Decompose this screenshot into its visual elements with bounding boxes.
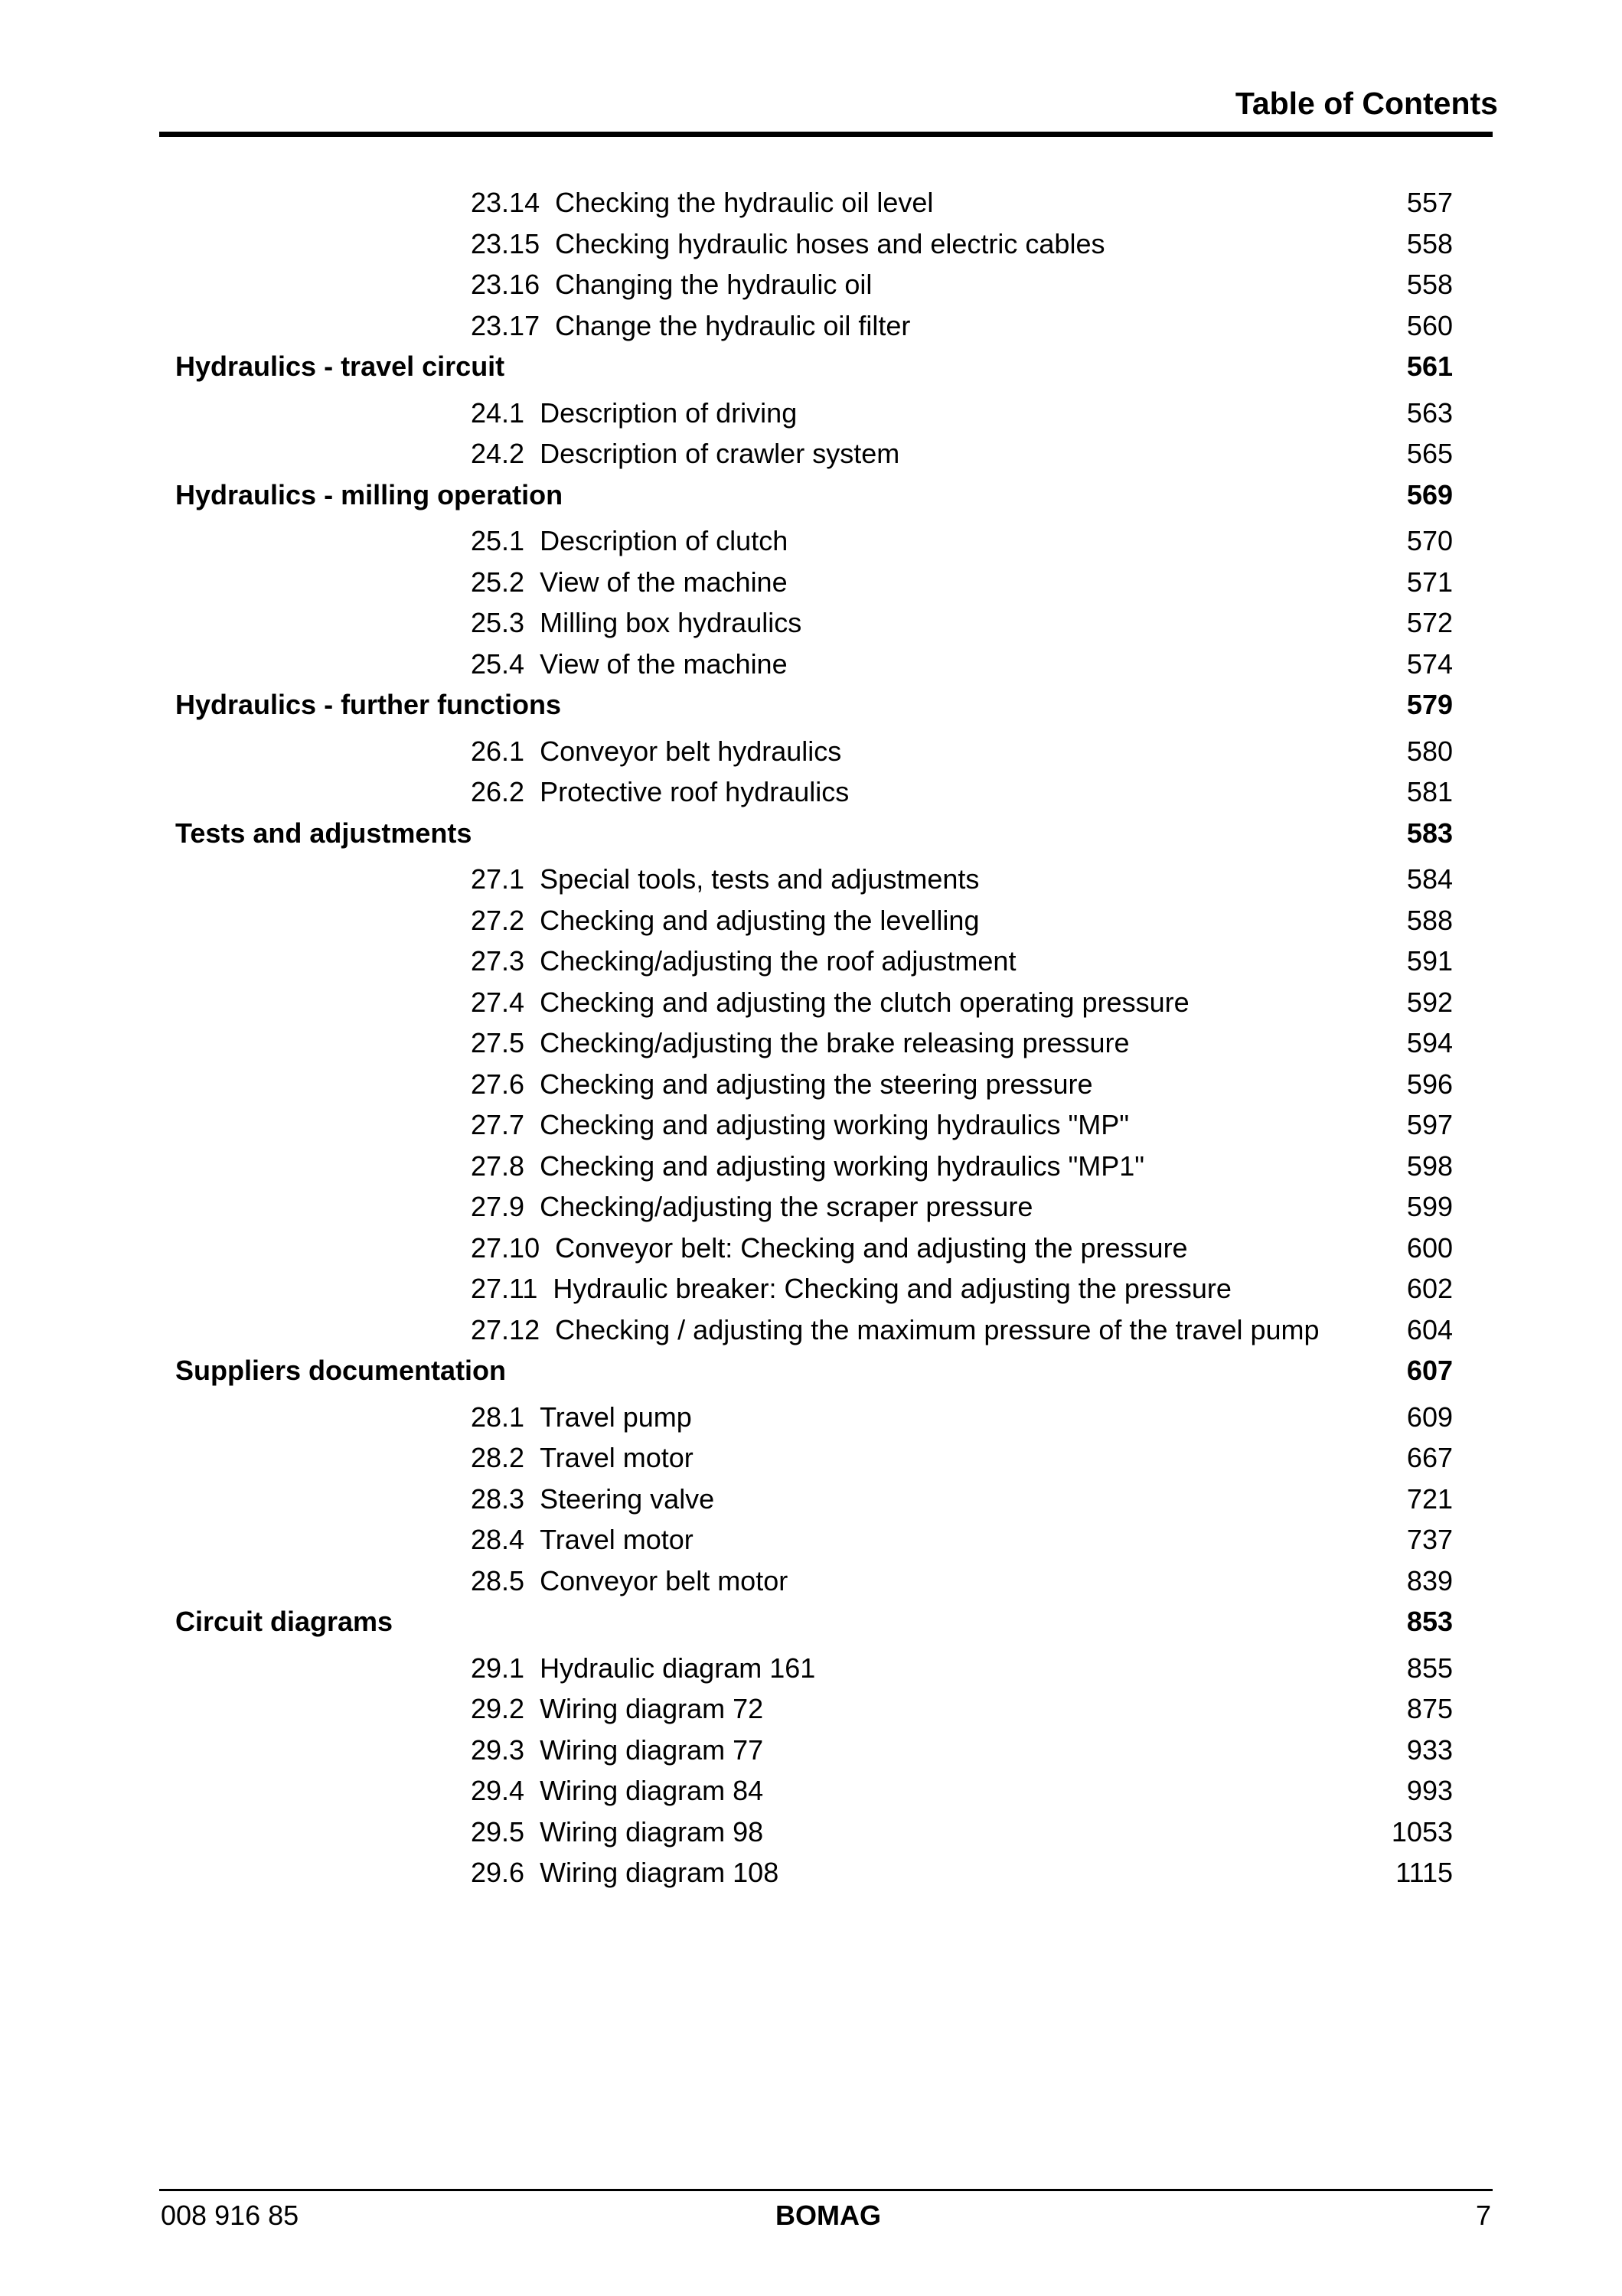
toc-section-row[interactable] [0, 983, 1622, 1022]
toc-page-number: 839 [1406, 1565, 1453, 1596]
toc-section-row[interactable] [0, 1106, 1622, 1144]
toc-section-number: 28.4 [471, 1524, 525, 1555]
toc-section-number: 29.1 [471, 1652, 525, 1684]
toc-section-number: 28.3 [471, 1483, 525, 1515]
toc-section-title: Steering valve [540, 1483, 715, 1515]
toc-section-number: 24.2 [471, 438, 525, 469]
toc-section-number: 29.6 [471, 1857, 525, 1888]
toc-section-number: 28.2 [471, 1442, 525, 1473]
document-number: 008 916 85 [161, 2200, 299, 2231]
toc-section-title: Protective roof hydraulics [540, 776, 850, 807]
toc-page-number: 721 [1406, 1483, 1453, 1515]
toc-section-number: 27.5 [471, 1027, 525, 1058]
toc-page-number: 570 [1406, 525, 1453, 556]
toc-chapter-title: Hydraulics - further functions [175, 689, 562, 720]
toc-section-title: Checking the hydraulic oil level [555, 187, 934, 218]
toc-page-number: 855 [1406, 1652, 1453, 1684]
toc-section-row[interactable] [0, 266, 1622, 304]
toc-chapter-row[interactable] [0, 347, 1622, 386]
toc-page-number: 1115 [1395, 1857, 1453, 1888]
toc-section-row[interactable] [0, 1065, 1622, 1104]
toc-section-row[interactable] [0, 184, 1622, 222]
toc-section-row[interactable] [0, 1521, 1622, 1559]
toc-section-number: 29.2 [471, 1693, 525, 1724]
toc-section-row[interactable] [0, 1024, 1622, 1062]
toc-section-number: 27.1 [471, 863, 525, 895]
toc-section-title: Checking/adjusting the brake releasing pressure [540, 1027, 1130, 1058]
toc-section-title: Checking/adjusting the scraper pressure [540, 1191, 1033, 1222]
toc-section-title: Travel pump [540, 1401, 692, 1433]
toc-page-number: 579 [1406, 689, 1453, 720]
toc-page-number: 584 [1406, 863, 1453, 895]
toc-page-number: 571 [1406, 566, 1453, 598]
toc-section-number: 27.10 [471, 1232, 540, 1264]
brand-name: BOMAG [775, 2200, 881, 2231]
toc-page-number: 604 [1406, 1314, 1453, 1345]
toc-page-number: 933 [1406, 1734, 1453, 1766]
toc-section-row[interactable] [0, 1147, 1622, 1186]
toc-chapter-title: Hydraulics - travel circuit [175, 351, 505, 382]
toc-section-title: View of the machine [540, 566, 788, 598]
toc-page-number: 993 [1406, 1775, 1453, 1806]
toc-page-number: 591 [1406, 945, 1453, 977]
toc-page-number: 597 [1406, 1109, 1453, 1140]
toc-section-title: Wiring diagram 108 [540, 1857, 779, 1888]
toc-section-number: 27.9 [471, 1191, 525, 1222]
toc-page-number: 1053 [1391, 1816, 1453, 1848]
toc-section-title: Conveyor belt motor [540, 1565, 788, 1596]
page-title: Table of Contents [1235, 86, 1498, 121]
toc-section-row[interactable] [0, 435, 1622, 473]
toc-section-number: 27.8 [471, 1150, 525, 1182]
toc-section-number: 26.2 [471, 776, 525, 807]
toc-page-number: 574 [1406, 648, 1453, 680]
toc-section-number: 23.16 [471, 269, 540, 300]
toc-section-number: 23.14 [471, 187, 540, 218]
toc-section-row[interactable] [0, 1480, 1622, 1518]
toc-section-number: 25.3 [471, 607, 525, 638]
toc-section-title: Checking hydraulic hoses and electric cables [555, 228, 1105, 259]
toc-page-number: 569 [1406, 479, 1453, 510]
toc-section-title: Wiring diagram 77 [540, 1734, 764, 1766]
toc-section-number: 23.17 [471, 310, 540, 341]
toc-page-number: 594 [1406, 1027, 1453, 1058]
toc-section-title: Description of clutch [540, 525, 788, 556]
toc-section-row[interactable] [0, 1649, 1622, 1688]
toc-section-title: Conveyor belt hydraulics [540, 735, 842, 767]
toc-section-title: Special tools, tests and adjustments [540, 863, 980, 895]
toc-page-number: 600 [1406, 1232, 1453, 1264]
toc-section-title: Changing the hydraulic oil [555, 269, 873, 300]
toc-page-number: 581 [1406, 776, 1453, 807]
toc-section-row[interactable] [0, 1398, 1622, 1437]
toc-section-row[interactable] [0, 732, 1622, 771]
toc-chapter-row[interactable] [0, 476, 1622, 514]
toc-section-title: Description of crawler system [540, 438, 900, 469]
toc-section-number: 29.4 [471, 1775, 525, 1806]
toc-section-row[interactable] [0, 902, 1622, 940]
toc-section-row[interactable] [0, 225, 1622, 263]
toc-section-number: 29.3 [471, 1734, 525, 1766]
toc-section-title: Checking and adjusting working hydraulics "MP" [540, 1109, 1130, 1140]
toc-page-number: 875 [1406, 1693, 1453, 1724]
toc-chapter-title: Circuit diagrams [175, 1606, 393, 1637]
toc-page-number: 558 [1406, 228, 1453, 259]
toc-chapter-row[interactable] [0, 814, 1622, 853]
toc-section-number: 29.5 [471, 1816, 525, 1848]
toc-chapter-row[interactable] [0, 1352, 1622, 1390]
toc-page-number: 583 [1406, 817, 1453, 849]
toc-section-row[interactable] [0, 1813, 1622, 1851]
toc-page-number: 557 [1406, 187, 1453, 218]
toc-section-title: Hydraulic diagram 161 [540, 1652, 816, 1684]
toc-page-number: 563 [1406, 397, 1453, 429]
toc-section-title: Description of driving [540, 397, 798, 429]
toc-section-row[interactable] [0, 1270, 1622, 1308]
toc-section-row[interactable] [0, 1854, 1622, 1892]
toc-page-number: 596 [1406, 1068, 1453, 1100]
toc-section-row[interactable] [0, 1562, 1622, 1600]
toc-page-number: 609 [1406, 1401, 1453, 1433]
toc-page-number: 667 [1406, 1442, 1453, 1473]
toc-page-number: 572 [1406, 607, 1453, 638]
header-rule [159, 132, 1493, 137]
toc-section-title: View of the machine [540, 648, 788, 680]
toc-section-number: 27.2 [471, 905, 525, 936]
toc-chapter-title: Suppliers documentation [175, 1355, 507, 1386]
toc-section-row[interactable] [0, 1731, 1622, 1769]
toc-section-title: Milling box hydraulics [540, 607, 802, 638]
toc-chapter-title: Hydraulics - milling operation [175, 479, 563, 510]
toc-section-number: 27.3 [471, 945, 525, 977]
toc-page-number: 737 [1406, 1524, 1453, 1555]
toc-page-number: 592 [1406, 987, 1453, 1018]
toc-page-number: 598 [1406, 1150, 1453, 1182]
toc-section-row[interactable] [0, 307, 1622, 345]
toc-section-number: 24.1 [471, 397, 525, 429]
toc-page-number: 565 [1406, 438, 1453, 469]
toc-section-row[interactable] [0, 1229, 1622, 1267]
toc-section-title: Travel motor [540, 1524, 694, 1555]
toc-section-row[interactable] [0, 942, 1622, 980]
toc-section-row[interactable] [0, 1690, 1622, 1728]
toc-section-number: 26.1 [471, 735, 525, 767]
toc-section-title: Wiring diagram 84 [540, 1775, 764, 1806]
toc-section-title: Checking / adjusting the maximum pressure of the travel pump [555, 1314, 1320, 1345]
toc-section-title: Checking and adjusting the steering pressure [540, 1068, 1093, 1100]
toc-section-number: 25.2 [471, 566, 525, 598]
toc-section-row[interactable] [0, 394, 1622, 432]
toc-section-title: Wiring diagram 72 [540, 1693, 764, 1724]
toc-section-title: Checking and adjusting working hydraulics "MP1" [540, 1150, 1145, 1182]
toc-section-row[interactable] [0, 645, 1622, 683]
toc-section-title: Travel motor [540, 1442, 694, 1473]
toc-section-title: Hydraulic breaker: Checking and adjusting the pressure [553, 1273, 1232, 1304]
toc-section-number: 25.1 [471, 525, 525, 556]
toc-section-number: 27.11 [471, 1273, 538, 1304]
toc-page-number: 560 [1406, 310, 1453, 341]
toc-section-row[interactable] [0, 1188, 1622, 1226]
toc-section-row[interactable] [0, 1311, 1622, 1349]
toc-chapter-row[interactable] [0, 686, 1622, 724]
toc-section-row[interactable] [0, 1439, 1622, 1477]
toc-section-title: Checking/adjusting the roof adjustment [540, 945, 1017, 977]
toc-page-number: 599 [1406, 1191, 1453, 1222]
toc-section-row[interactable] [0, 773, 1622, 811]
toc-section-number: 25.4 [471, 648, 525, 680]
toc-page-number: 558 [1406, 269, 1453, 300]
toc-section-row[interactable] [0, 604, 1622, 642]
toc-section-title: Conveyor belt: Checking and adjusting the pressure [555, 1232, 1188, 1264]
toc-page-number: 580 [1406, 735, 1453, 767]
toc-section-row[interactable] [0, 563, 1622, 602]
page-number: 7 [1475, 2200, 1491, 2231]
toc-page-number: 561 [1406, 351, 1453, 382]
toc-page-number: 602 [1406, 1273, 1453, 1304]
toc-section-number: 27.12 [471, 1314, 540, 1345]
toc-section-row[interactable] [0, 522, 1622, 560]
toc-section-title: Change the hydraulic oil filter [555, 310, 911, 341]
toc-page-number: 607 [1406, 1355, 1453, 1386]
toc-section-title: Wiring diagram 98 [540, 1816, 764, 1848]
toc-section-title: Checking and adjusting the clutch operating pressure [540, 987, 1190, 1018]
toc-section-number: 27.7 [471, 1109, 525, 1140]
toc-section-row[interactable] [0, 860, 1622, 899]
toc-section-number: 28.5 [471, 1565, 525, 1596]
toc-section-number: 28.1 [471, 1401, 525, 1433]
footer-rule [159, 2189, 1493, 2191]
toc-page-number: 853 [1406, 1606, 1453, 1637]
toc-chapter-title: Tests and adjustments [175, 817, 472, 849]
toc-section-title: Checking and adjusting the levelling [540, 905, 980, 936]
toc-section-row[interactable] [0, 1772, 1622, 1810]
toc-section-number: 23.15 [471, 228, 540, 259]
toc-chapter-row[interactable] [0, 1603, 1622, 1641]
toc-section-number: 27.6 [471, 1068, 525, 1100]
toc-section-number: 27.4 [471, 987, 525, 1018]
toc-page-number: 588 [1406, 905, 1453, 936]
